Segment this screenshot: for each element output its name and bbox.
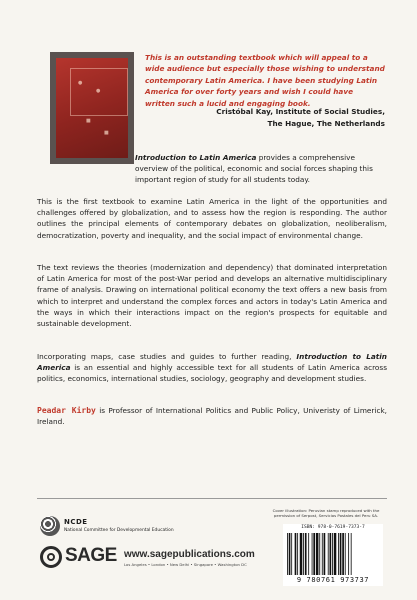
- book-title-emphasis: Introduction to Latin America: [135, 153, 257, 162]
- author-bio: [37, 405, 387, 427]
- barcode-icon: [286, 533, 380, 575]
- sage-wordmark: SAGE: [65, 545, 117, 566]
- sage-logo-icon: [40, 546, 62, 568]
- book-title-emphasis-2: Introduction to Latin America: [37, 352, 387, 373]
- ean-number: 9 780761 973737: [296, 576, 370, 584]
- publisher-cities: Los Angeles • London • New Delhi • Singapore • Washington DC: [124, 562, 247, 567]
- endorsement-author: Cristóbal Kay, Institute of Social Studies,: [216, 107, 385, 116]
- cover-thumbnail-image: ● ● ■ ■: [50, 52, 134, 164]
- author-name: Peadar Kirby: [37, 406, 96, 415]
- p3-text-before: Incorporating maps, case studies and guides to further reading,: [37, 352, 297, 361]
- ncde-logo-block: [40, 514, 260, 540]
- barcode-block: [283, 524, 383, 586]
- footer-divider: [37, 498, 387, 499]
- author-bio-text: is Professor of International Politics and Public Policy, Univeristy of Limerick, Ireland.: [37, 406, 388, 427]
- ncde-logo-icon: [40, 516, 60, 536]
- description-paragraph-3: [37, 351, 387, 385]
- publisher-url: www.sagepublications.com: [124, 549, 255, 560]
- cover-illustration-credit: Cover illustration: Peruvian stamp reproduced with the permission of Serpost, Servicios Postales del Peru SA.: [272, 508, 380, 519]
- p3-text-after: is an essential and highly accessible text for all students of Latin America across politics, economics, international studies, sociology, geography and development studies.: [37, 363, 387, 384]
- ncde-full-name: National Committee for Developmental Education: [64, 528, 174, 533]
- ncde-abbreviation: NCDE: [64, 518, 88, 526]
- description-paragraph-1: This is the first textbook to examine Latin America in the light of the opportunities and challenges offered by globalization, and to assess how the region is responding. The author outlines the principal elements of contemporary debates on globalization, neoliberalism, democratization, poverty and inequality, and the social impact of environmental change.: [37, 197, 387, 240]
- endorsement-affiliation: The Hague, The Netherlands: [267, 118, 385, 128]
- isbn-label: ISBN: 978-0-7619-7373-7: [301, 525, 365, 530]
- endorsement-quote: This is an outstanding textbook which will appeal to a wide audience but especially those wishing to understand contemporary Latin America. I have been studying Latin America for over forty years and wish I could have written such a lucid and engaging book.: [145, 53, 385, 108]
- intro-paragraph: [135, 152, 387, 186]
- description-paragraph-2: The text reviews the theories (modernization and dependency) that dominated interpretation of Latin America for most of the post-War period and develops an alternative multidisciplinary frame of analysis. Drawing on international political economy the text offers a new basis from which to interpret and understand the complex forces and actors in today's Latin America and the ways in which their interactions impact on the region's prospects for equitable and sustainable development.: [37, 263, 387, 329]
- endorsement-attribution: [145, 106, 385, 130]
- intro-text: provides a comprehensive overview of the political, economic and social forces shaping this important region of study for all students today.: [135, 153, 373, 185]
- sage-publisher-block: [40, 545, 260, 581]
